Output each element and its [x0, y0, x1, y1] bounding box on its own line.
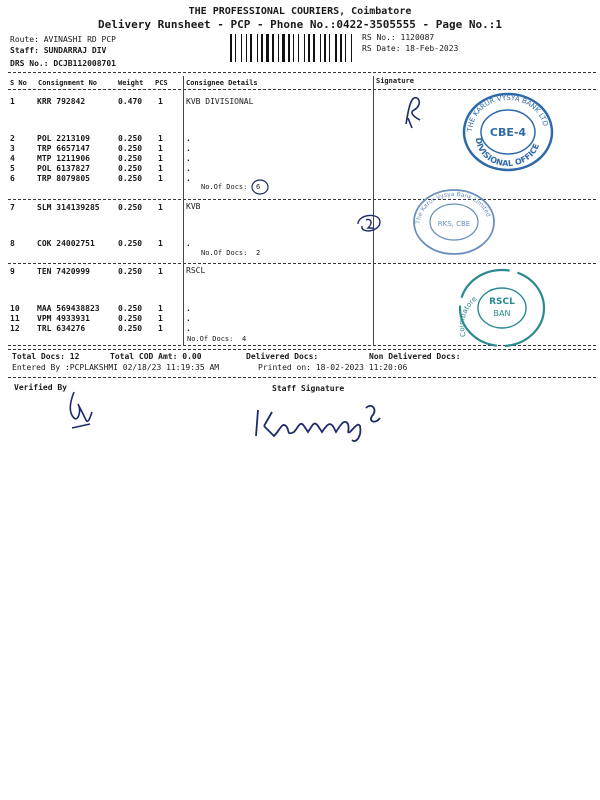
svg-text:RKS, CBE: RKS, CBE: [437, 220, 471, 228]
delivered-docs: Delivered Docs:: [246, 352, 319, 361]
row-pcs: 1: [158, 174, 163, 183]
verifier-signature: [60, 388, 100, 432]
col-weight: Weight: [118, 79, 144, 87]
row-detail: .: [186, 164, 191, 173]
svg-text:DIVISIONAL OFFICE: DIVISIONAL OFFICE: [473, 137, 542, 169]
row-sno: 3: [10, 144, 15, 153]
docs-count-circle: [250, 178, 270, 196]
staff-signature-label: Staff Signature: [272, 384, 345, 393]
row-pcs: 1: [158, 134, 163, 143]
verified-by-label: Verified By: [14, 383, 67, 392]
drs-number: DRS No.: DCJB112008701: [10, 59, 116, 68]
route-label: Route: AVINASHI RD PCP: [10, 35, 116, 44]
col-pcs: PCS: [155, 79, 168, 87]
staff-label: Staff: SUNDARRAJ DIV: [10, 46, 107, 55]
docs-count-value: 6: [256, 183, 261, 191]
svg-text:RSCL: RSCL: [489, 297, 515, 307]
row-weight: 0.250: [118, 324, 143, 333]
row-weight: 0.250: [118, 267, 143, 276]
row-sno: 7: [10, 203, 15, 212]
receiver-signature-2: [352, 208, 386, 238]
entered-by: Entered By :PCPLAKSHMI 02/18/23 11:19:35 AM: [12, 363, 220, 372]
row-weight: 0.250: [118, 144, 143, 153]
row-consignment: KRR 792842: [37, 97, 86, 106]
row-weight: 0.250: [118, 239, 143, 248]
rs-number: RS No.: 1120087: [362, 33, 435, 42]
row-pcs: 1: [158, 164, 163, 173]
row-pcs: 1: [158, 314, 163, 323]
col-consignment: Consignment No: [38, 79, 98, 87]
row-detail: .: [186, 314, 191, 323]
row-detail: .: [186, 144, 191, 153]
page-subtitle: Delivery Runsheet - PCP - Phone No.:0422-3505555 - Page No.:1: [98, 18, 502, 31]
row-weight: 0.250: [118, 174, 143, 183]
row-weight: 0.250: [118, 164, 143, 173]
total-docs: Total Docs: 12: [12, 352, 80, 361]
docs-count-label: No.Of Docs:: [187, 335, 234, 343]
staff-signature: [250, 396, 390, 448]
docs-count-value: 2: [256, 249, 261, 257]
bank-stamp-kvb: [410, 186, 498, 258]
svg-text:CBE-4: CBE-4: [489, 126, 527, 139]
row-weight: 0.250: [118, 304, 143, 313]
row-consignment: TRP 6657147: [37, 144, 90, 153]
rs-date: RS Date: 18-Feb-2023: [362, 44, 459, 53]
row-consignment: MTP 1211906: [37, 154, 90, 163]
col-consignee: Consignee Details: [186, 79, 258, 87]
consignee-name: KVB: [186, 202, 201, 211]
row-detail: .: [186, 239, 191, 248]
bank-stamp-divisional: [458, 88, 558, 172]
row-consignment: MAA 569438823: [37, 304, 100, 313]
row-detail: .: [186, 304, 191, 313]
row-detail: .: [186, 324, 191, 333]
row-consignment: TEN 7420999: [37, 267, 90, 276]
row-consignment: POL 6137827: [37, 164, 90, 173]
svg-text:The Karur Vysya Bank Limited: The Karur Vysya Bank Limited: [414, 190, 492, 225]
non-delivered-docs: Non Delivered Docs:: [369, 352, 461, 361]
row-weight: 0.250: [118, 203, 143, 212]
col-sno: S No: [10, 79, 27, 87]
company-title: THE PROFESSIONAL COURIERS, Coimbatore: [188, 6, 412, 17]
row-weight: 0.250: [118, 314, 143, 323]
col-signature: Signature: [376, 77, 414, 85]
row-consignment: COK 24002751: [37, 239, 95, 248]
row-weight: 0.250: [118, 154, 143, 163]
row-sno: 5: [10, 164, 15, 173]
row-sno: 4: [10, 154, 15, 163]
printed-on: Printed on: 18-02-2023 11:20:06: [258, 363, 408, 372]
docs-count-label: No.Of Docs:: [201, 249, 248, 257]
total-cod: Total COD Amt: 0.00: [110, 352, 202, 361]
svg-text:BAN: BAN: [493, 309, 511, 318]
row-sno: 6: [10, 174, 15, 183]
row-consignment: VPM 4933931: [37, 314, 90, 323]
row-sno: 8: [10, 239, 15, 248]
docs-count-label: No.Of Docs:: [201, 183, 248, 191]
row-pcs: 1: [158, 154, 163, 163]
row-pcs: 1: [158, 203, 163, 212]
row-consignment: POL 2213109: [37, 134, 90, 143]
row-sno: 10: [10, 304, 20, 313]
row-sno: 11: [10, 314, 20, 323]
row-sno: 1: [10, 97, 15, 106]
row-sno: 2: [10, 134, 15, 143]
svg-text:THE KARUR VYSYA BANK LTD: THE KARUR VYSYA BANK LTD: [465, 93, 550, 133]
row-consignment: SLM 314139285: [37, 203, 100, 212]
consignee-name: RSCL: [186, 266, 206, 275]
row-pcs: 1: [158, 97, 163, 106]
row-sno: 12: [10, 324, 20, 333]
barcode: [228, 34, 356, 62]
row-sno: 9: [10, 267, 15, 276]
svg-text:Coimbatore: Coimbatore: [457, 294, 479, 338]
row-pcs: 1: [158, 304, 163, 313]
row-consignment: TRP 8079805: [37, 174, 90, 183]
row-detail: .: [186, 154, 191, 163]
row-pcs: 1: [158, 324, 163, 333]
row-pcs: 1: [158, 144, 163, 153]
row-weight: 0.470: [118, 97, 143, 106]
consignee-name: KVB DIVISIONAL: [186, 97, 254, 106]
row-detail: .: [186, 134, 191, 143]
row-pcs: 1: [158, 267, 163, 276]
row-detail: .: [186, 174, 191, 183]
rscl-stamp: [452, 266, 552, 350]
row-pcs: 1: [158, 239, 163, 248]
receiver-signature-1: [398, 94, 428, 132]
row-weight: 0.250: [118, 134, 143, 143]
docs-count-value: 4: [242, 335, 247, 343]
row-consignment: TRL 634276: [37, 324, 86, 333]
